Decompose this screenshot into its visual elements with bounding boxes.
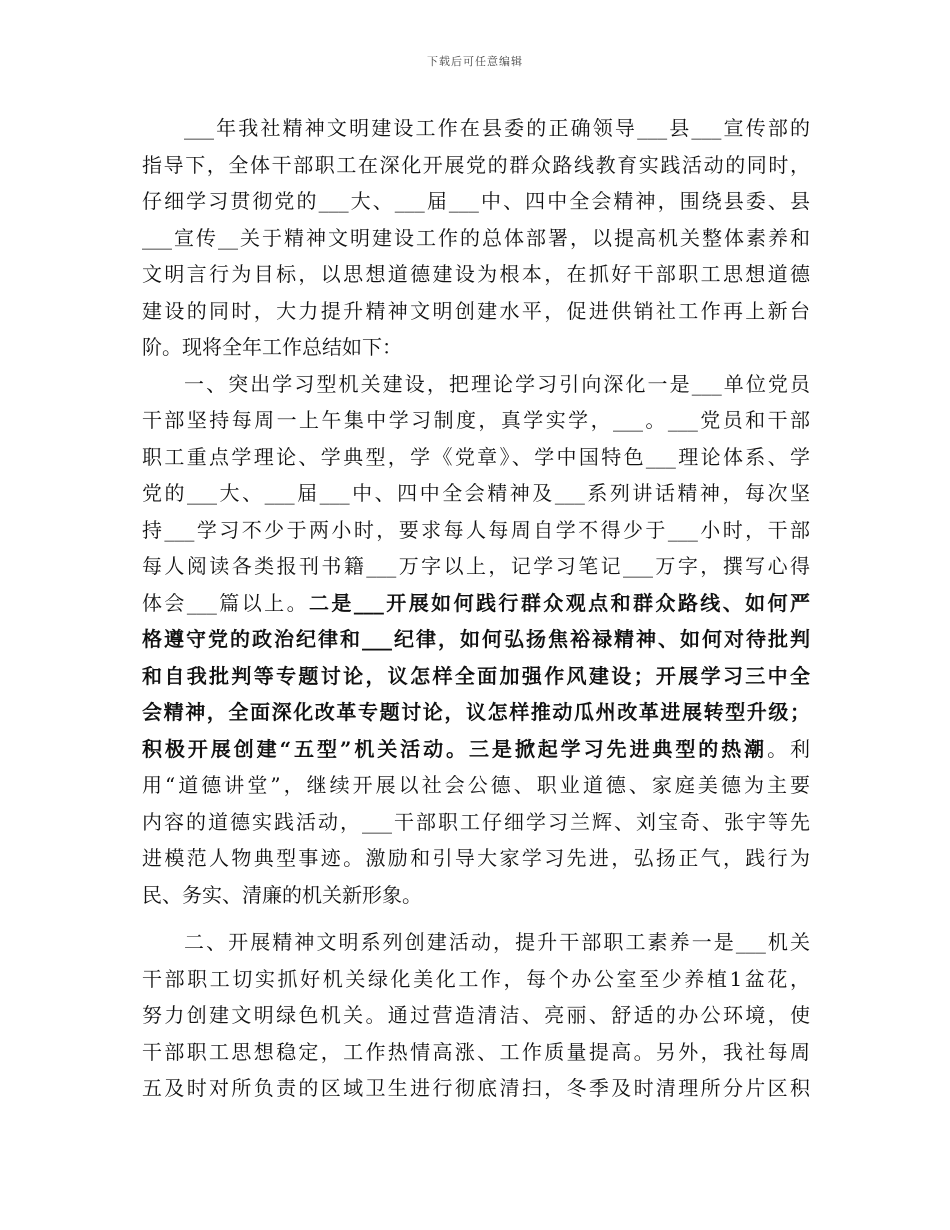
text-line: 内容的道德实践活动，___干部职工仔细学习兰辉、刘宝奇、张宇等先 [142,809,810,834]
text-line: 民、务实、清廉的机关新形象。 [142,882,422,907]
bold-text-line: 会精神，全面深化改革专题讨论，议怎样推动瓜州改革进展转型升级； [142,700,810,724]
paragraph-intro [142,110,810,366]
text-segment: 。利 [767,736,810,761]
text-line: 建设的同时，大力提升精神文明创建水平，促进供销社工作再上新台 [142,298,810,323]
text-line-mixed [142,585,810,622]
bold-text-segment: 二是___开展如何践行群众观点和群众路线、如何严 [309,590,810,615]
paragraph-section-two [142,924,810,1107]
bold-text-segment: 积极开展创建“五型”机关活动。三是掀起学习先进典型的热潮 [142,736,768,761]
text-line: 职工重点学理论、学典型，学《党章》、学中国特色___理论体系、学 [142,444,810,469]
text-line: ___宣传__关于精神文明建设工作的总体部署，以提高机关整体素养和 [142,225,810,250]
text-line: 指导下，全体干部职工在深化开展党的群众路线教育实践活动的同时， [142,152,810,177]
text-line: 文明言行为目标，以思想道德建设为根本，在抓好干部职工思想道德 [142,262,810,286]
text-line: 持___学习不少于两小时，要求每人每周自学不得少于___小时，干部 [142,517,810,542]
paragraph-spacer [142,913,810,924]
text-segment: 体会___篇以上。 [142,590,309,615]
text-line: 二、开展精神文明系列创建活动，提升干部职工素养一是___机关 [184,930,810,954]
text-line: 干部职工思想稳定，工作热情高涨、工作质量提高。另外，我社每周 [142,1039,810,1064]
text-line: 阶。现将全年工作总结如下： [142,335,402,359]
text-line: 进模范人物典型事迹。激励和引导大家学习先进，弘扬正气，践行为 [142,846,810,870]
text-line: 努力创建文明绿色机关。通过营造清洁、亮丽、舒适的办公环境，使 [142,1003,810,1027]
text-line: 党的___大、___届___中、四中全会精神及___系列讲话精神，每次坚 [142,481,810,505]
document-body [142,110,810,1107]
bold-text-line: 和自我批判等专题讨论，议怎样全面加强作风建设；开展学习三中全 [142,663,810,688]
header-note: 下载后可任意编辑 [427,55,523,68]
bold-text-line: 格遵守党的政治纪律和___纪律，如何弘扬焦裕禄精神、如何对待批判 [142,627,810,651]
text-line: 一、突出学习型机关建设，把理论学习引向深化一是___单位党员 [184,371,810,396]
paragraph-section-one [142,366,810,914]
text-line: 仔细学习贯彻党的___大、___届___中、四中全会精神，围绕县委、县 [142,189,810,213]
text-line: 用“道德讲堂”，继续开展以社会公德、职业道德、家庭美德为主要 [142,773,810,797]
text-line: 干部坚持每周一上午集中学习制度，真学实学，___。___党员和干部 [142,408,810,432]
text-line: ___年我社精神文明建设工作在县委的正确领导___县___宣传部的 [184,116,810,140]
text-line: 五及时对所负责的区域卫生进行彻底清扫，冬季及时清理所分片区积 [142,1076,810,1100]
text-line-mixed [142,731,810,768]
text-line: 干部职工切实抓好机关绿化美化工作，每个办公室至少养植1盆花， [142,966,810,991]
text-line: 每人阅读各类报刊书籍___万字以上，记学习笔记___万字，撰写心得 [142,554,810,578]
